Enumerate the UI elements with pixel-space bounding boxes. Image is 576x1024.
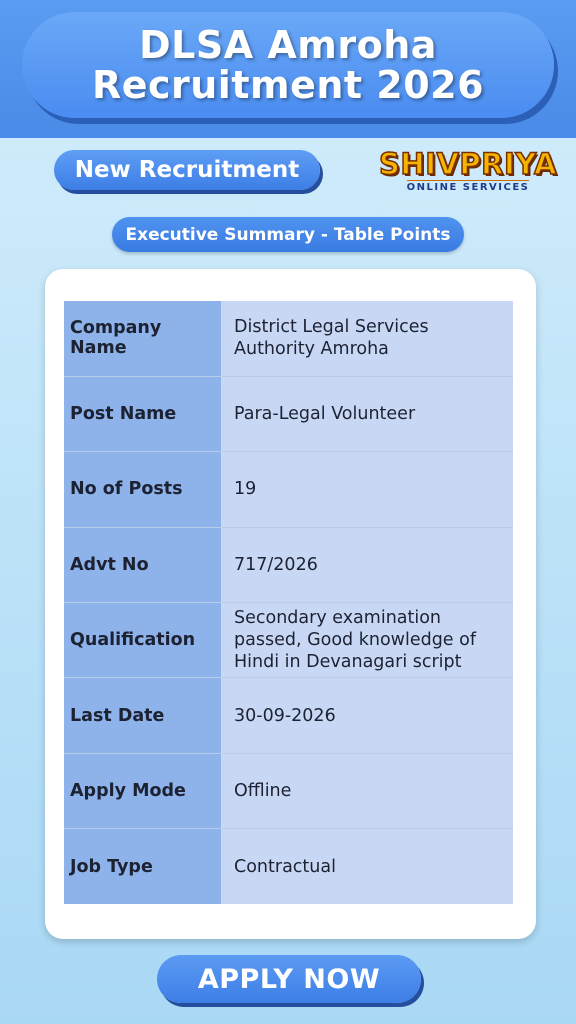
table-row bbox=[64, 527, 513, 602]
row-value: 30-09-2026 bbox=[221, 678, 513, 753]
executive-summary-label: Executive Summary - Table Points bbox=[112, 217, 464, 252]
row-label: Last Date bbox=[64, 678, 221, 753]
row-label: Advt No bbox=[64, 527, 221, 602]
row-value: Para-Legal Volunteer bbox=[221, 376, 513, 451]
row-value: District Legal Services Authority Amroha bbox=[221, 301, 513, 376]
table-row bbox=[64, 301, 513, 376]
logo-sub-text: ONLINE SERVICES bbox=[406, 182, 530, 193]
table-row bbox=[64, 452, 513, 527]
summary-table bbox=[64, 301, 513, 904]
row-value: 717/2026 bbox=[221, 527, 513, 602]
row-label: Apply Mode bbox=[64, 753, 221, 828]
row-label: Post Name bbox=[64, 376, 221, 451]
row-label: Qualification bbox=[64, 603, 221, 678]
table-row bbox=[64, 603, 513, 678]
table-row bbox=[64, 376, 513, 451]
row-label: No of Posts bbox=[64, 452, 221, 527]
row-label: Job Type bbox=[64, 829, 221, 904]
row-value: 19 bbox=[221, 452, 513, 527]
shivpriya-logo bbox=[379, 147, 557, 196]
table-row bbox=[64, 829, 513, 904]
logo-main-text: SHIVPRIYA bbox=[379, 147, 557, 181]
title-line-1: DLSA Amroha bbox=[139, 23, 437, 67]
row-label: Company Name bbox=[64, 301, 221, 376]
row-value: Contractual bbox=[221, 829, 513, 904]
row-value: Secondary examination passed, Good knowledge of Hindi in Devanagari script bbox=[221, 603, 513, 678]
page-title bbox=[22, 12, 554, 118]
table-row bbox=[64, 753, 513, 828]
new-recruitment-badge: New Recruitment bbox=[54, 150, 320, 190]
apply-now-button[interactable]: APPLY NOW bbox=[157, 955, 421, 1003]
title-line-2: Recruitment 2026 bbox=[91, 63, 485, 107]
table-row bbox=[64, 678, 513, 753]
row-value: Offline bbox=[221, 753, 513, 828]
